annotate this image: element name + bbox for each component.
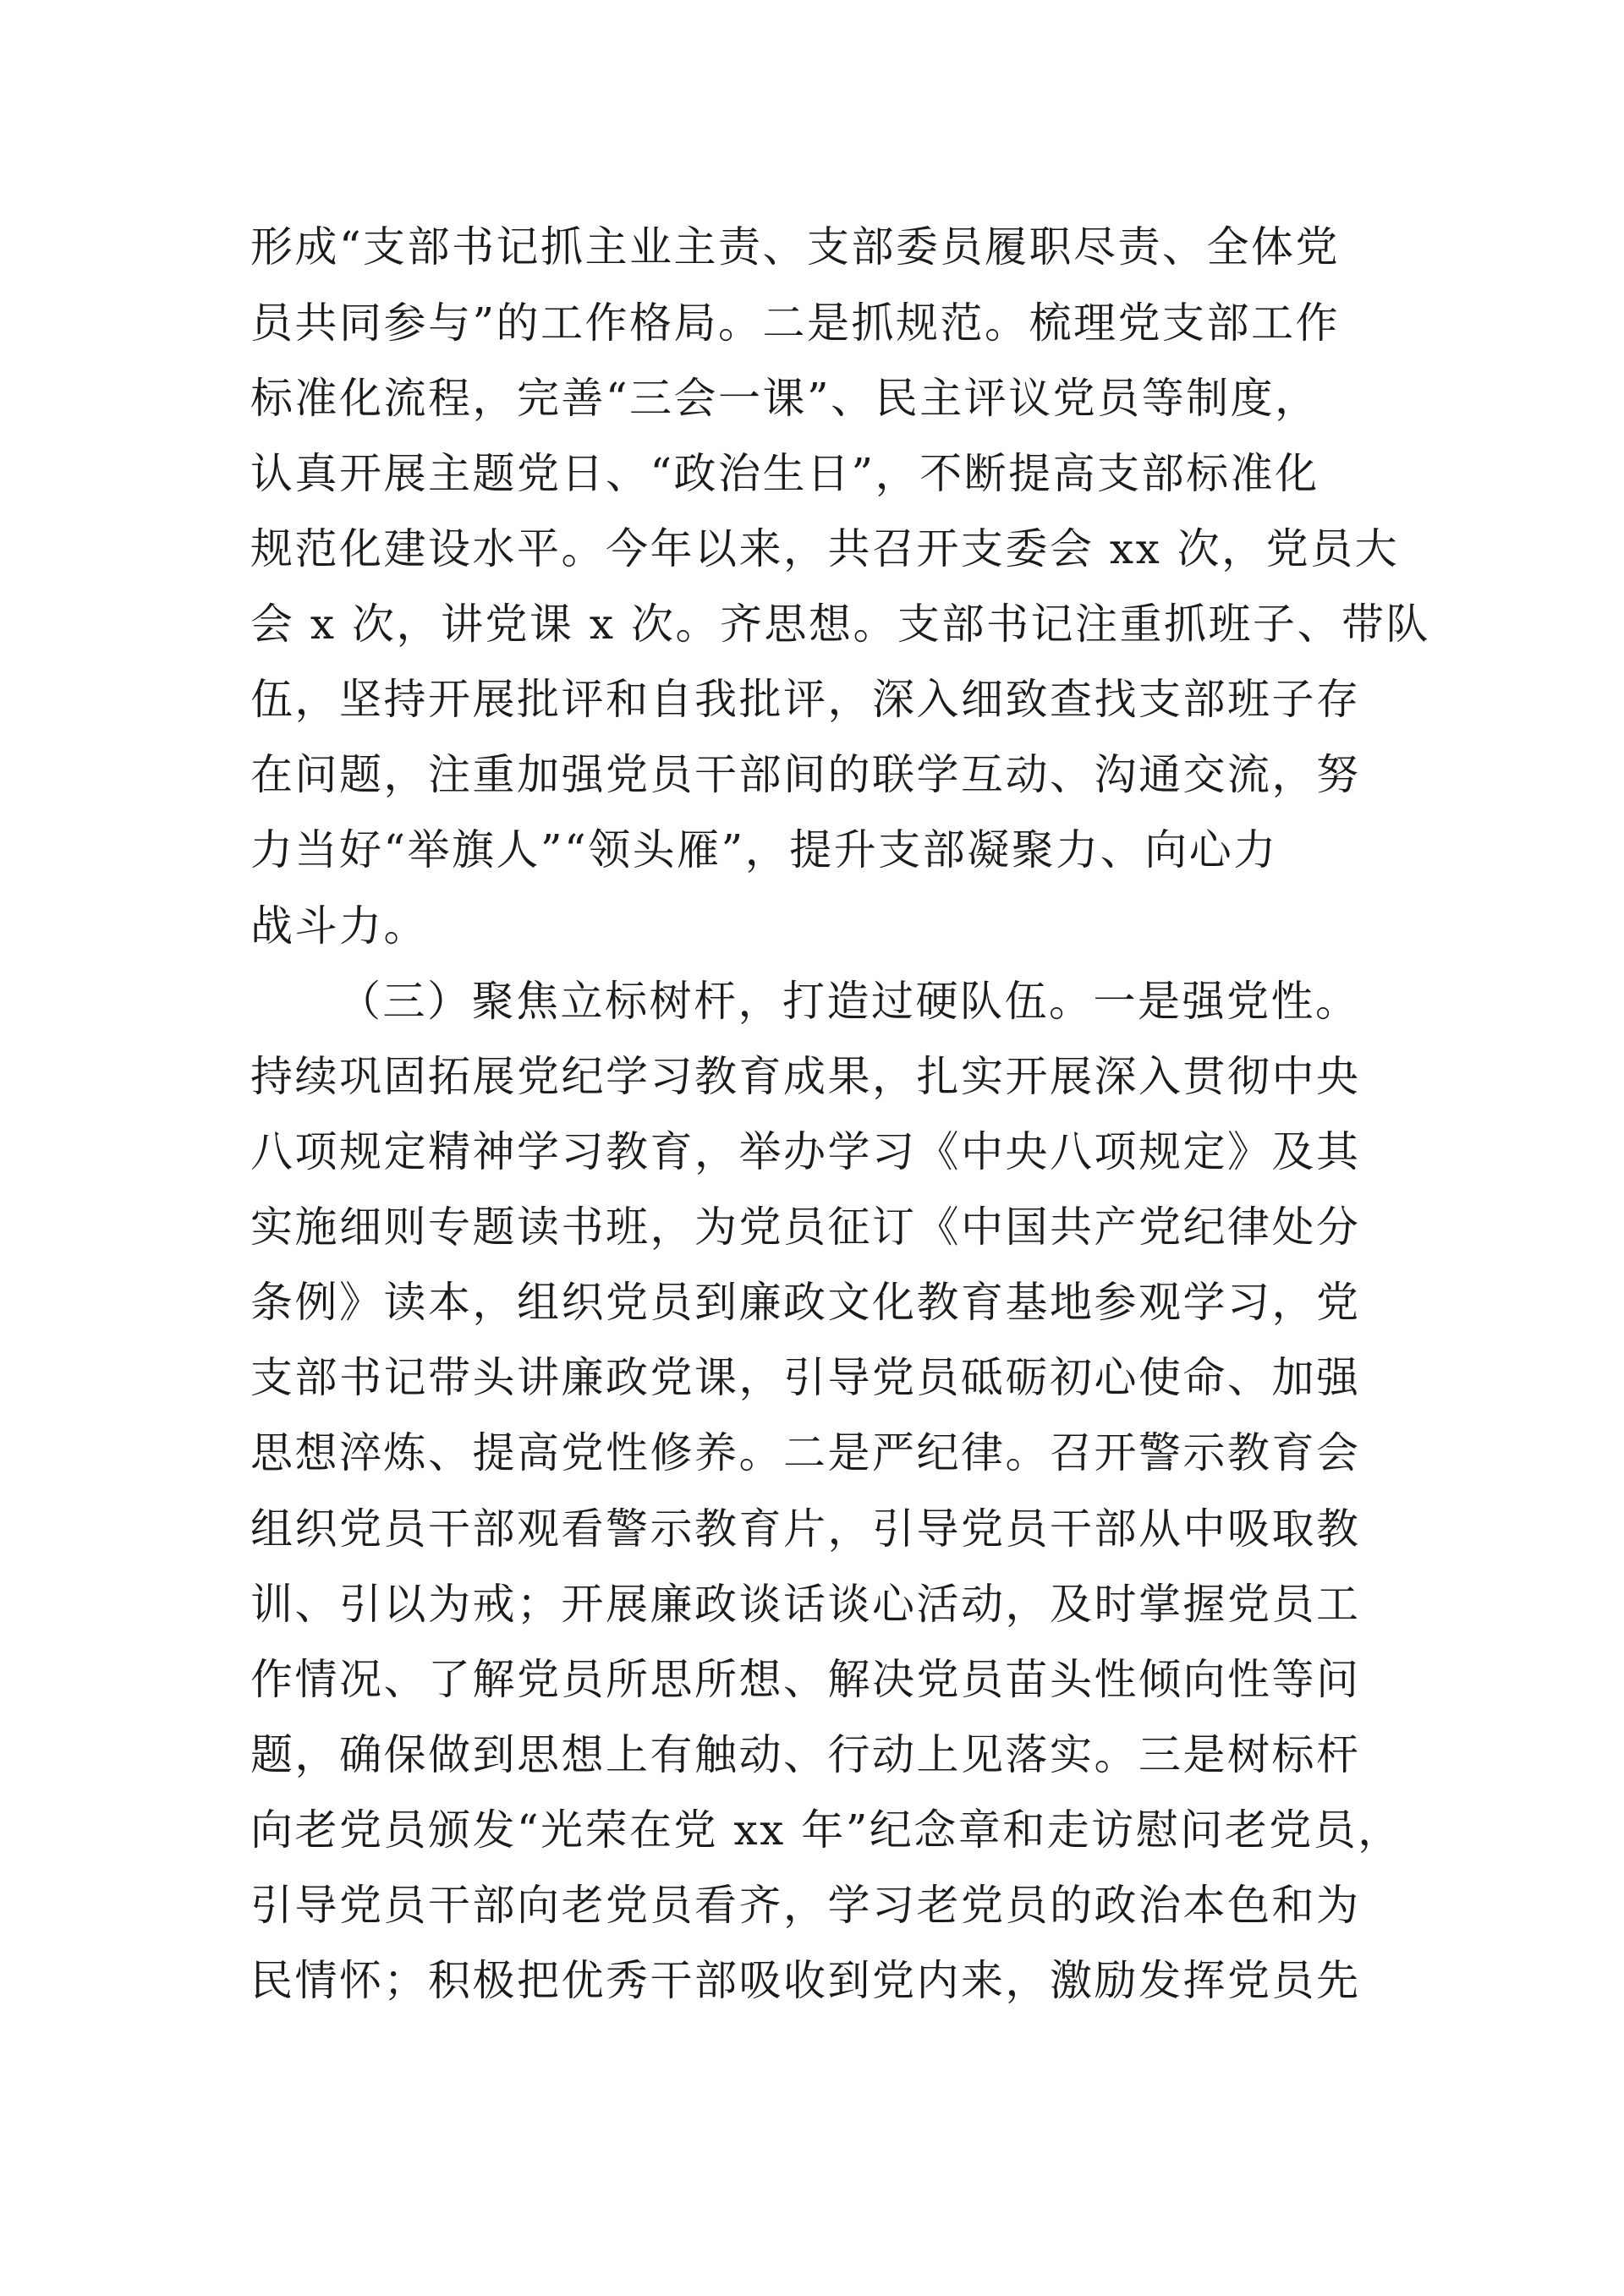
text-line: 规范化建设水平。今年以来，共召开支委会 xx 次，党员大 (250, 524, 1400, 573)
text-line: 思想淬炼、提高党性修养。二是严纪律。召开警示教育会 (250, 1428, 1361, 1477)
text-line: 引导党员干部向老党员看齐，学习老党员的政治本色和为 (250, 1881, 1361, 1930)
text-line: 认真开展主题党日、“政治生日”，不断提高支部标准化 (250, 449, 1320, 498)
section-heading-line: （三）聚焦立标树杆，打造过硬队伍。一是强党性。 (338, 977, 1360, 1026)
text-line: 在问题，注重加强党员干部间的联学互动、沟通交流，努 (250, 750, 1361, 799)
text-line: 条例》读本，组织党员到廉政文化教育基地参观学习，党 (250, 1278, 1361, 1327)
text-line: 题，确保做到思想上有触动、行动上见落实。三是树标杆 (250, 1730, 1361, 1779)
text-line: 员共同参与”的工作格局。二是抓规范。梳理党支部工作 (250, 299, 1341, 348)
text-line: 伍，坚持开展批评和自我批评，深入细致查找支部班子存 (250, 675, 1361, 724)
text-line: 八项规定精神学习教育，举办学习《中央八项规定》及其 (250, 1127, 1361, 1176)
text-line: 会 x 次，讲党课 x 次。齐思想。支部书记注重抓班子、带队 (250, 600, 1430, 649)
text-line: 训、引以为戒；开展廉政谈话谈心活动，及时掌握党员工 (250, 1580, 1361, 1629)
text-line: 战斗力。 (250, 901, 428, 951)
text-line: 标准化流程，完善“三会一课”、民主评议党员等制度， (250, 374, 1320, 423)
text-line: 向老党员颁发“光荣在党 xx 年”纪念章和走访慰问老党员， (250, 1806, 1402, 1855)
text-line: 持续巩固拓展党纪学习教育成果，扎实开展深入贯彻中央 (250, 1052, 1361, 1101)
text-line: 支部书记带头讲廉政党课，引导党员砥砺初心使命、加强 (250, 1353, 1361, 1402)
text-line: 力当好“举旗人”“领头雁”，提升支部凝聚力、向心力 (250, 825, 1278, 874)
text-line: 作情况、了解党员所思所想、解决党员苗头性倾向性等问 (250, 1655, 1361, 1704)
text-line: 组织党员干部观看警示教育片，引导党员干部从中吸取教 (250, 1504, 1361, 1553)
text-line: 实施细则专题读书班，为党员征订《中国共产党纪律处分 (250, 1203, 1361, 1252)
text-line: 民情怀；积极把优秀干部吸收到党内来，激励发挥党员先 (250, 1956, 1361, 2005)
text-line: 形成“支部书记抓主业主责、支部委员履职尽责、全体党 (250, 222, 1341, 271)
